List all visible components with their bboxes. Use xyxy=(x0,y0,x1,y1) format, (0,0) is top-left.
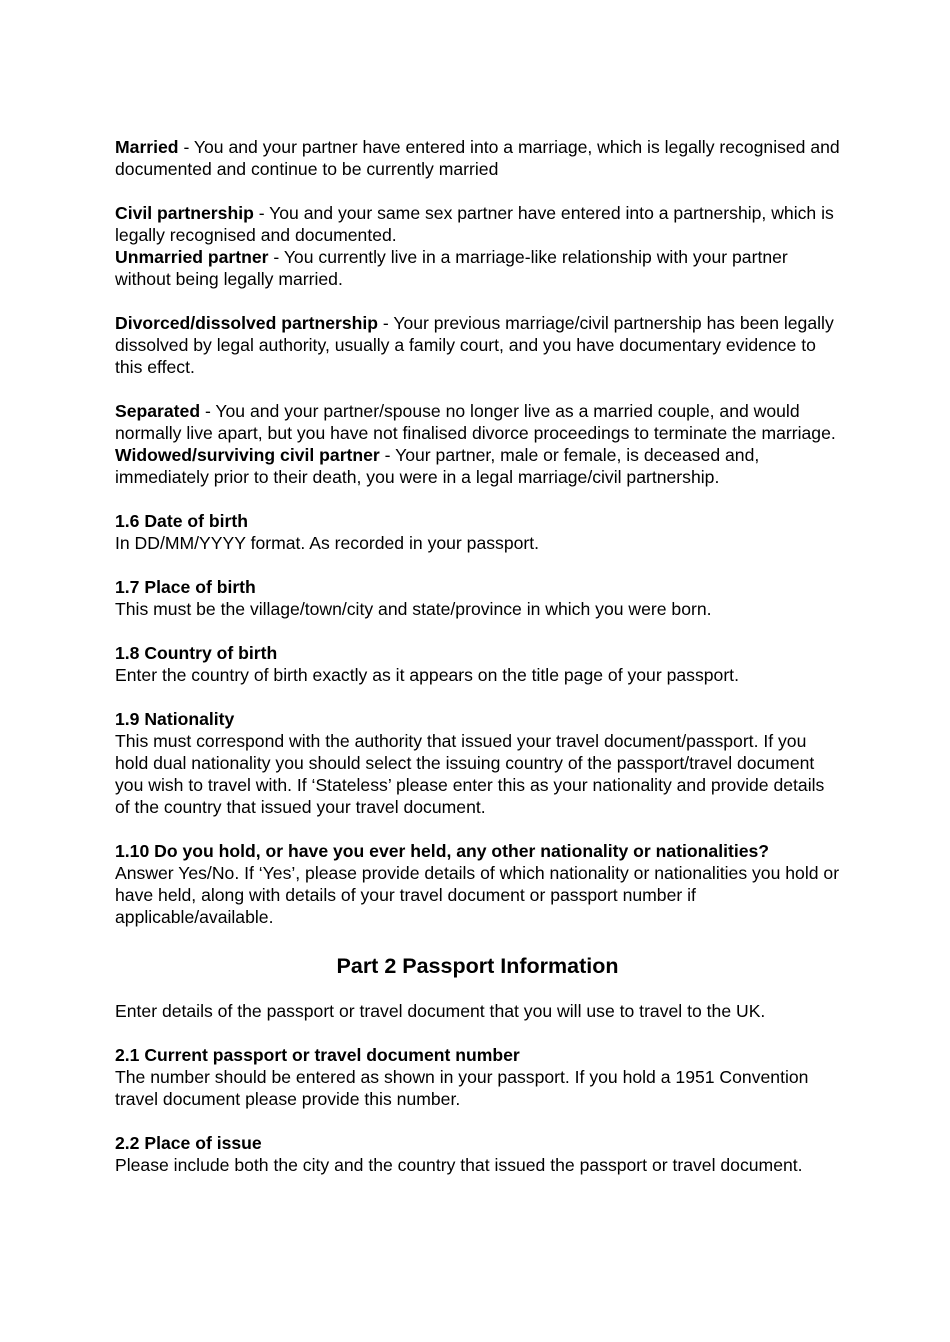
section-2-2 xyxy=(115,1132,840,1176)
definition-married xyxy=(115,136,840,180)
definition-term: Unmarried partner xyxy=(115,247,269,267)
definition-text: - You currently live in a marriage-like relationship with your partner without being legally married. xyxy=(115,247,788,289)
definition-widowed xyxy=(115,444,840,488)
definition-term: Civil partnership xyxy=(115,203,254,223)
definition-text: - Your partner, male or female, is deceased and, immediately prior to their death, you were in a legal marriage/civil partnership. xyxy=(115,445,760,487)
definition-text: - Your previous marriage/civil partnership has been legally dissolved by legal authority, usually a family court, and you have documentary evidence to this effect. xyxy=(115,313,834,377)
section-heading: 2.2 Place of issue xyxy=(115,1133,262,1153)
definition-term: Divorced/dissolved partnership xyxy=(115,313,379,333)
section-heading: 1.9 Nationality xyxy=(115,709,235,729)
section-text: The number should be entered as shown in your passport. If you hold a 1951 Convention travel document please provide this number. xyxy=(115,1067,809,1109)
definition-text: - You and your partner/spouse no longer live as a married couple, and would normally live apart, but you have not finalised divorce proceedings to terminate the marriage. xyxy=(115,401,836,443)
section-text: This must correspond with the authority that issued your travel document/passport. If you hold dual nationality you should select the issuing country of the passport/travel document you wish to travel with. If ‘Stateless’ please enter this as your nationality and provide details of the country that issued your travel document. xyxy=(115,731,825,817)
section-1-8 xyxy=(115,642,840,686)
definition-term: Widowed/surviving civil partner xyxy=(115,445,380,465)
section-text: Please include both the city and the country that issued the passport or travel document. xyxy=(115,1155,803,1175)
definition-civil-partnership xyxy=(115,202,840,246)
section-heading: 1.10 Do you hold, or have you ever held, any other nationality or nationalities? xyxy=(115,841,770,861)
section-text: This must be the village/town/city and state/province in which you were born. xyxy=(115,599,712,619)
definition-text: - You and your partner have entered into a marriage, which is legally recognised and documented and continue to be currently married xyxy=(115,137,840,179)
definition-divorced xyxy=(115,312,840,378)
section-1-10 xyxy=(115,840,840,928)
definition-unmarried-partner xyxy=(115,246,840,290)
section-heading: 1.8 Country of birth xyxy=(115,643,278,663)
section-heading: 1.7 Place of birth xyxy=(115,577,256,597)
section-text: In DD/MM/YYYY format. As recorded in your passport. xyxy=(115,533,540,553)
section-heading: 1.6 Date of birth xyxy=(115,511,248,531)
definition-term: Separated xyxy=(115,401,201,421)
part-2-title: Part 2 Passport Information xyxy=(336,954,619,978)
section-text: Enter the country of birth exactly as it appears on the title page of your passport. xyxy=(115,665,739,685)
document-page xyxy=(115,136,840,1176)
definition-term: Married xyxy=(115,137,179,157)
section-1-7 xyxy=(115,576,840,620)
definition-separated xyxy=(115,400,840,444)
section-1-9 xyxy=(115,708,840,818)
part-2-intro: Enter details of the passport or travel document that you will use to travel to the UK. xyxy=(115,1001,766,1021)
section-2-1 xyxy=(115,1044,840,1110)
section-1-6 xyxy=(115,510,840,554)
section-text: Answer Yes/No. If ‘Yes’, please provide details of which nationality or nationalities you hold or have held, along with details of your travel document or passport number if applicable/available. xyxy=(115,863,840,927)
definition-text: - You and your same sex partner have entered into a partnership, which is legally recognised and documented. xyxy=(115,203,834,245)
section-heading: 2.1 Current passport or travel document number xyxy=(115,1045,520,1065)
